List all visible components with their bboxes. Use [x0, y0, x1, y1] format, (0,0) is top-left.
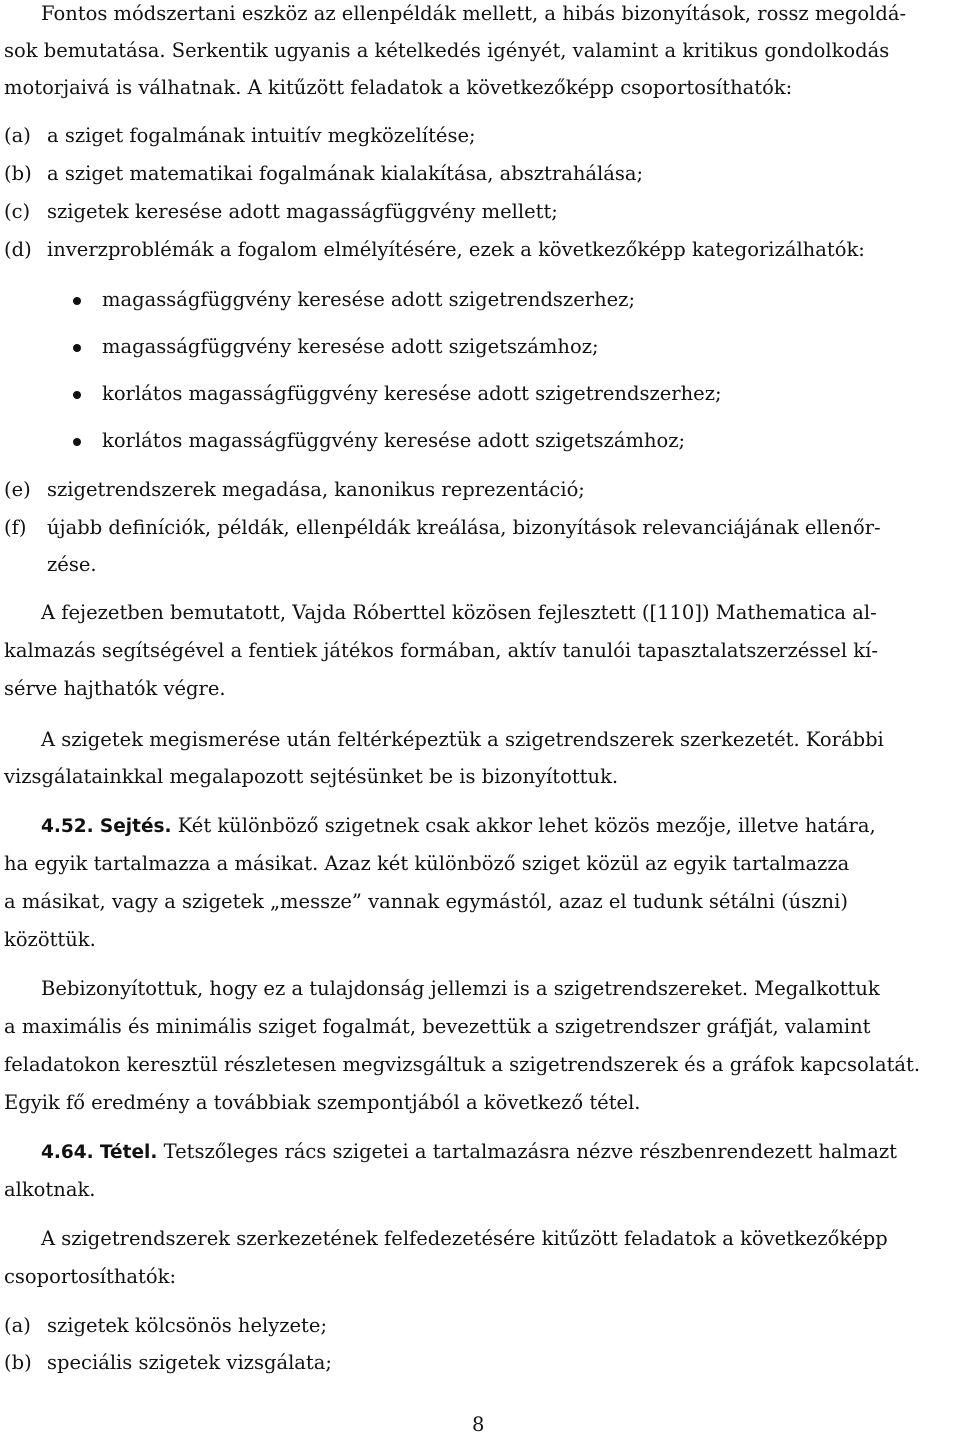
list-label: (e): [4, 478, 31, 501]
list-item-continuation: zése.: [47, 553, 97, 576]
bullet-marker: [73, 334, 81, 352]
list-item: a sziget fogalmának intuitív megközelítése;: [47, 124, 476, 147]
list-item: inverzproblémák a fogalom elmélyítésére, ezek a következőképp kategorizálhatók:: [47, 238, 865, 261]
list-label: (b): [4, 1351, 32, 1374]
list-label: (f): [4, 516, 27, 539]
list-label: (a): [4, 1314, 31, 1337]
list-label: (d): [4, 238, 32, 261]
list-label: (c): [4, 200, 31, 223]
app-paragraph-line-2: kalmazás segítségével a fentiek játékos formában, aktív tanulói tapasztalatszerzéssel kí-: [4, 639, 878, 662]
proved-paragraph-line-2: a maximális és minimális sziget fogalmát, bevezettük a szigetrendszer gráfját, valamint: [4, 1015, 871, 1038]
list-label: (a): [4, 124, 31, 147]
islands-paragraph-line-1: A szigetek megismerése után feltérképeztük a szigetrendszerek szerkezetét. Korábbi: [41, 728, 884, 751]
list-item: szigetrendszerek megadása, kanonikus reprezentáció;: [47, 478, 585, 501]
theorem-text-1: Tetszőleges rács szigetei a tartalmazásra nézve részbenrendezett halmazt: [163, 1140, 897, 1163]
structure-paragraph-line-1: A szigetrendszerek szerkezetének felfedezetésére kitűzött feladatok a következőképp: [41, 1227, 888, 1250]
structure-paragraph-line-2: csoportosíthatók:: [4, 1265, 177, 1288]
page-number: 8: [472, 1413, 485, 1436]
bullet-item: magasságfüggvény keresése adott szigetrendszerhez;: [102, 288, 636, 311]
proved-paragraph-line-1: Bebizonyítottuk, hogy ez a tulajdonság jellemzi is a szigetrendszereket. Megalkottuk: [41, 977, 880, 1000]
conjecture-line-3: a másikat, vagy a szigetek „messze” vannak egymástól, azaz el tudunk sétálni (úszni): [4, 890, 848, 913]
intro-line-2: sok bemutatása. Serkentik ugyanis a kételkedés igényét, valamint a kritikus gondolkodás: [4, 39, 890, 62]
islands-paragraph-line-2: vizsgálatainkkal megalapozott sejtésünket be is bizonyítottuk.: [4, 765, 619, 788]
theorem-line-2: alkotnak.: [4, 1178, 96, 1201]
list-item: szigetek keresése adott magasságfüggvény mellett;: [47, 200, 558, 223]
conjecture-line-4: közöttük.: [4, 928, 96, 951]
bullet-marker: [73, 428, 81, 446]
proved-paragraph-line-3: feladatokon keresztül részletesen megvizsgáltuk a szigetrendszerek és a gráfok kapcsolatát.: [4, 1053, 921, 1076]
theorem-title: Tétel.: [99, 1142, 158, 1163]
theorem-number: 4.64.: [41, 1142, 94, 1163]
conjecture-title: Sejtés.: [99, 816, 172, 837]
app-paragraph-line-3: sérve hajthatók végre.: [4, 677, 226, 700]
bullet-marker: [73, 287, 81, 305]
proved-paragraph-line-4: Egyik fő eredmény a továbbiak szempontjából a következő tétel.: [4, 1091, 641, 1114]
intro-line-3: motorjaivá is válhatnak. A kitűzött feladatok a következőképp csoportosíthatók:: [4, 76, 793, 99]
list-item: újabb definíciók, példák, ellenpéldák kreálása, bizonyítások relevanciájának ellenőr-: [47, 516, 881, 539]
conjecture-line-2: ha egyik tartalmazza a másikat. Azaz két különböző sziget közül az egyik tartalmazza: [4, 852, 850, 875]
bullet-marker: [73, 381, 81, 399]
list-item: speciális szigetek vizsgálata;: [47, 1351, 332, 1374]
list-item: a sziget matematikai fogalmának kialakítása, absztrahálása;: [47, 162, 644, 185]
list-label: (b): [4, 162, 32, 185]
theorem-line-1: [41, 1139, 897, 1166]
conjecture-number: 4.52.: [41, 816, 94, 837]
conjecture-text-1: Két különböző szigetnek csak akkor lehet közös mezője, illetve határa,: [177, 814, 876, 837]
list-item: szigetek kölcsönös helyzete;: [47, 1314, 328, 1337]
bullet-item: korlátos magasságfüggvény keresése adott szigetszámhoz;: [102, 429, 686, 452]
app-paragraph-line-1: A fejezetben bemutatott, Vajda Róberttel közösen fejlesztett ([110]) Mathematica al-: [41, 601, 877, 624]
intro-line-1: Fontos módszertani eszköz az ellenpéldák mellett, a hibás bizonyítások, rossz megoldá-: [41, 2, 907, 25]
conjecture-line-1: [41, 813, 876, 840]
bullet-item: korlátos magasságfüggvény keresése adott szigetrendszerhez;: [102, 382, 722, 405]
bullet-item: magasságfüggvény keresése adott szigetszámhoz;: [102, 335, 599, 358]
